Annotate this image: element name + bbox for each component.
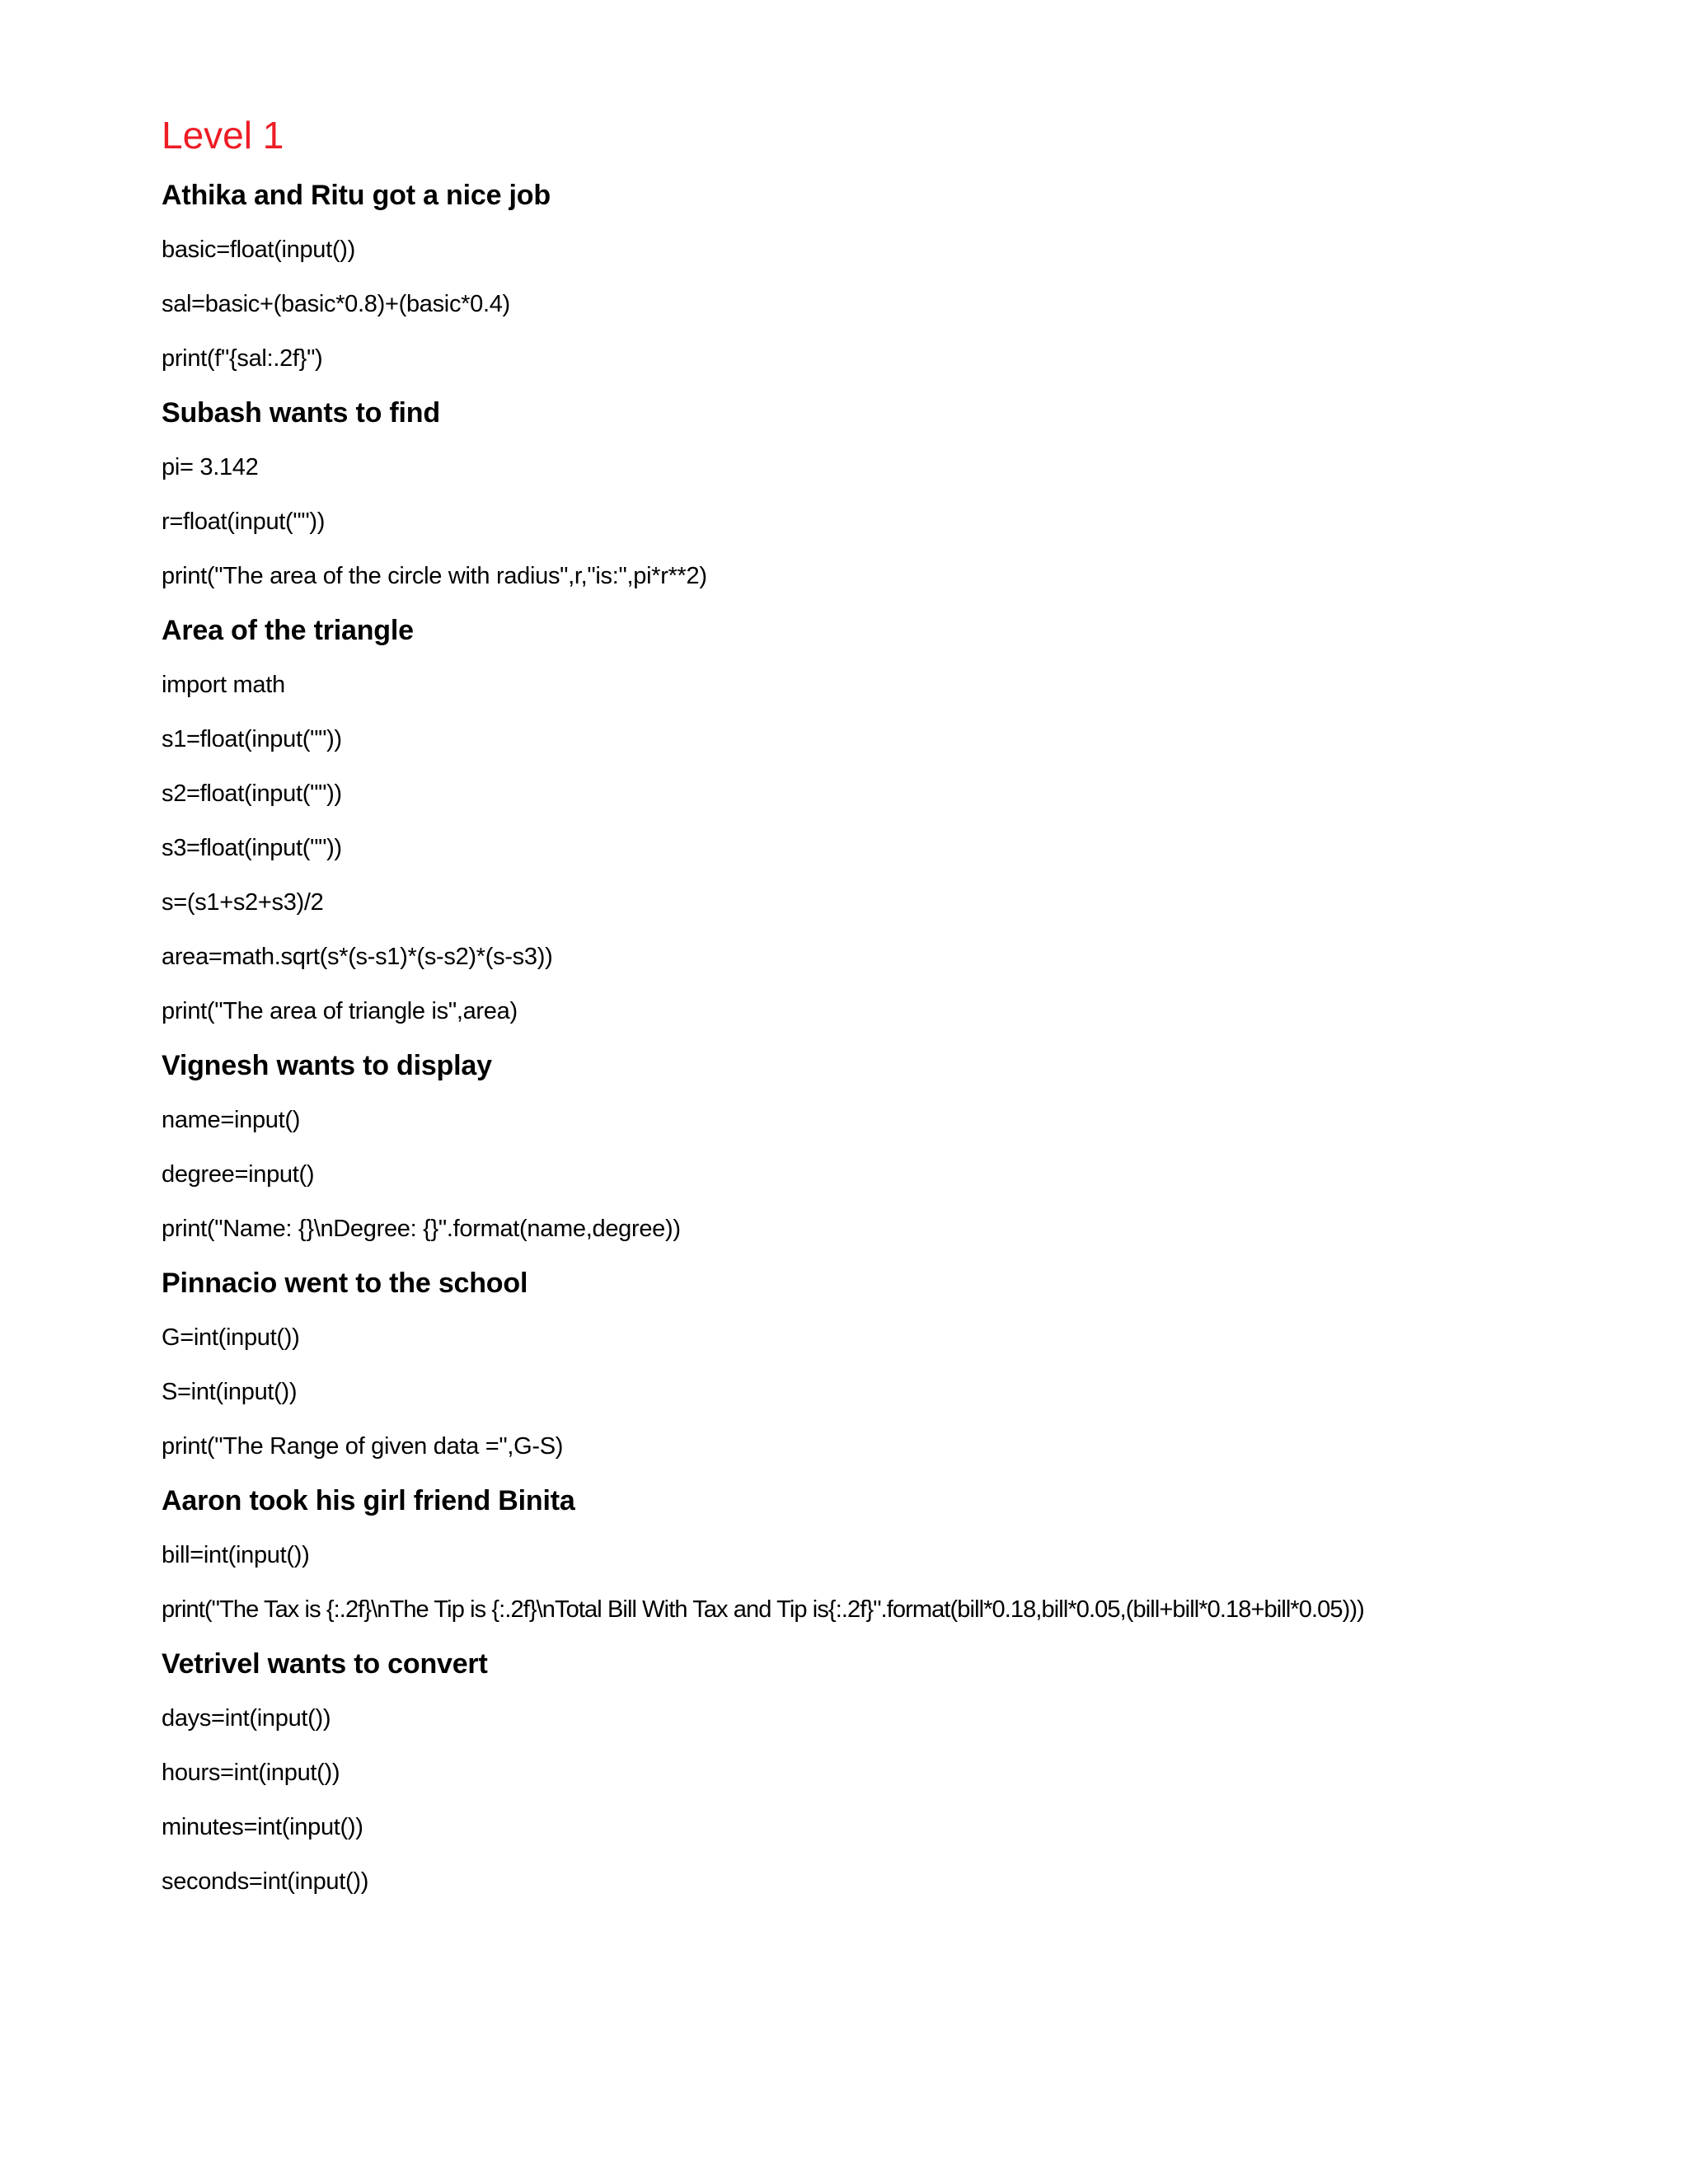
code-line: name=input(): [162, 1107, 301, 1133]
code-line: bill=int(input()): [162, 1542, 310, 1568]
code-line: s=(s1+s2+s3)/2: [162, 889, 324, 916]
code-line: S=int(input()): [162, 1379, 298, 1405]
section-vetrivel: [162, 1642, 1645, 1904]
code-line: degree=input(): [162, 1161, 315, 1188]
code-line: print("The area of the circle with radius",r,"is:",pi*r**2): [162, 563, 707, 589]
document-content: [162, 109, 1645, 1914]
code-line: print("Name: {}\nDegree: {}".format(name,degree)): [162, 1216, 681, 1242]
code-line: sal=basic+(basic*0.8)+(basic*0.4): [162, 291, 510, 317]
section-area-triangle: [162, 608, 1645, 1033]
document-title: Level 1: [162, 114, 284, 157]
section-vignesh: [162, 1043, 1645, 1251]
section-heading: Vignesh wants to display: [162, 1050, 492, 1081]
section-pinnacio: [162, 1261, 1645, 1469]
code-line: hours=int(input()): [162, 1760, 340, 1786]
code-line: s3=float(input("")): [162, 835, 342, 861]
code-line: days=int(input()): [162, 1705, 331, 1732]
code-line: print("The Range of given data =",G-S): [162, 1433, 564, 1460]
code-line: r=float(input("")): [162, 509, 326, 535]
section-heading: Pinnacio went to the school: [162, 1268, 528, 1299]
section-aaron: [162, 1479, 1645, 1632]
code-line: minutes=int(input()): [162, 1814, 363, 1840]
code-line: seconds=int(input()): [162, 1868, 369, 1895]
code-line: G=int(input()): [162, 1324, 300, 1351]
code-line: print(f"{sal:.2f}"): [162, 345, 323, 372]
code-line: print("The area of triangle is",area): [162, 998, 518, 1024]
section-heading: Aaron took his girl friend Binita: [162, 1485, 575, 1516]
section-heading: Subash wants to find: [162, 397, 440, 429]
code-line: print("The Tax is {:.2f}\nThe Tip is {:.2f}\nTotal Bill With Tax and Tip is{:.2f}".format(bill*0.18,bill*0.05,(bill+bill*0.18+bill*0.05))): [162, 1596, 1364, 1623]
code-line: import math: [162, 672, 285, 698]
section-heading: Athika and Ritu got a nice job: [162, 180, 551, 211]
section-subash: [162, 391, 1645, 598]
code-line: basic=float(input()): [162, 237, 355, 263]
code-line: pi= 3.142: [162, 454, 259, 480]
code-line: s1=float(input("")): [162, 726, 342, 752]
code-line: s2=float(input("")): [162, 780, 342, 807]
section-heading: Area of the triangle: [162, 615, 414, 646]
section-athika-ritu: [162, 173, 1645, 381]
code-line: area=math.sqrt(s*(s-s1)*(s-s2)*(s-s3)): [162, 944, 553, 970]
section-heading: Vetrivel wants to convert: [162, 1648, 488, 1680]
